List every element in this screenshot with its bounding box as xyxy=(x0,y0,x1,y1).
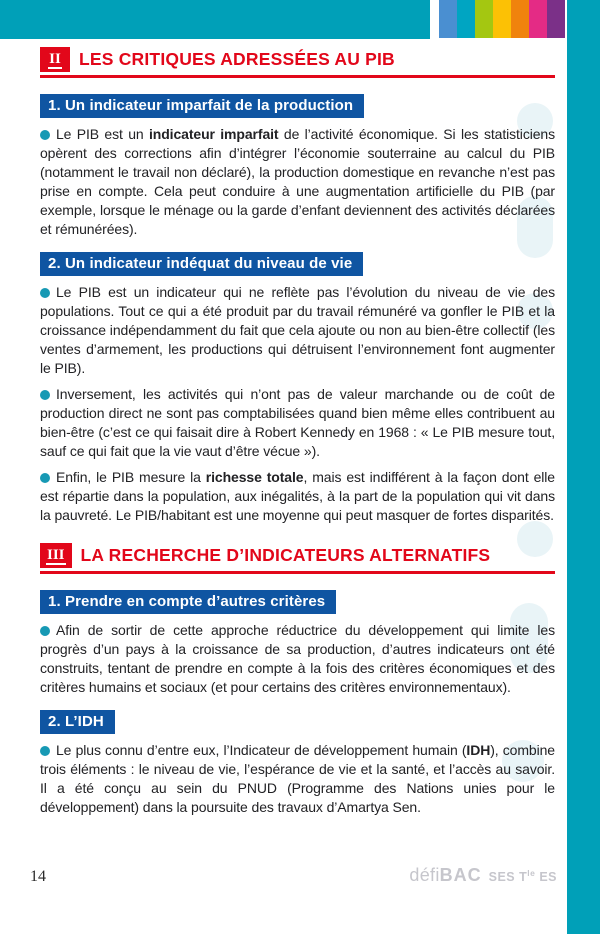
section-title: LA RECHERCHE D’INDICATEURS ALTERNATIFS xyxy=(80,545,491,565)
text-run: , mais est indifférent à la façon dont elle est répartie dans la population, aux inégalités, à la part de la population qui vit dans la pauvreté. Le PIB/habitant est une moyenne qui peut masquer de fortes disparités. xyxy=(40,469,555,523)
section-numeral-badge xyxy=(40,47,70,72)
subheading-1: 1. Prendre en compte d’autres critères xyxy=(40,590,336,614)
brand-bac: BAC xyxy=(439,865,482,885)
text-run: Le PIB est un xyxy=(56,126,149,142)
color-stripe xyxy=(439,0,457,38)
text-run: Enfin, le PIB mesure la xyxy=(56,469,206,485)
color-stripe xyxy=(529,0,547,38)
bold-text: richesse totale xyxy=(205,469,304,485)
text-run: Inversement, les activités qui n’ont pas de valeur marchande ou de coût de production direct ne sont pas comptabilisées quand bien même elles contribuent au bien-être (c’est ce qui faisait dire à Robert Kennedy en 1968 : « Le PIB mesure tout, sauf ce qui fait que la vie vaut d’être vécue »). xyxy=(40,386,555,459)
brand-defi: défi xyxy=(409,865,440,885)
text-run: Afin de sortir de cette approche réductrice du développement qui limite les progrès d’un pays à la croissance de sa production, d’autres indicateurs ont été construits, tentant de prendre en compte à la fois des critères économiques et des critères humains et sociaux (et pour certains des critères environnementaux). xyxy=(40,622,555,695)
page-footer xyxy=(0,865,557,886)
text-run: Le plus connu d’entre eux, l’Indicateur de développement humain ( xyxy=(56,742,467,758)
section-critiques-pib xyxy=(40,47,555,525)
section-numeral: II xyxy=(49,51,61,67)
color-stripe xyxy=(475,0,493,38)
color-stripe xyxy=(511,0,529,38)
section-numeral: III xyxy=(47,547,65,563)
bold-text: indicateur imparfait xyxy=(148,126,279,142)
paragraph xyxy=(40,741,555,817)
section-heading xyxy=(40,47,555,72)
text-run: de l’activité économique. Si les statisticiens opèrent des corrections afin d’intégrer l’économie souterraine au calcul du PIB (notamment le travail non déclaré), la production domestique en revanche n’est pas prise en compte. Cela peut conduire à une augmentation artificielle du PIB (par exemple, lorsque le ménage ou la garde d’enfant deviennent des activités déclarées et rémunérées). xyxy=(40,126,556,237)
color-stripe xyxy=(493,0,511,38)
bold-text: IDH xyxy=(466,742,491,758)
section-numeral-badge xyxy=(40,543,72,568)
brand-series: SES $T^{le}$ ES xyxy=(488,867,557,884)
color-stripe xyxy=(457,0,475,38)
subheading-1: 1. Un indicateur imparfait de la production xyxy=(40,94,364,118)
section-rule xyxy=(40,571,555,574)
top-color-band xyxy=(0,0,565,39)
section-rule xyxy=(40,75,555,78)
section-heading xyxy=(40,543,555,568)
right-edge-bar xyxy=(567,0,600,934)
subheading-2: 2. Un indicateur indéquat du niveau de vie xyxy=(40,252,363,276)
section-indicateurs-alternatifs xyxy=(40,543,555,817)
paragraph xyxy=(40,385,555,461)
paragraph xyxy=(40,468,555,525)
brand-logo xyxy=(409,865,557,886)
text-run: Le PIB est un indicateur qui ne reflète pas l’évolution du niveau de vie des populations. Tout ce qui a été produit par du travail rémunéré va gonfler le PIB et la croissance indépendamment du fait que cela ajoute ou non au bien-être collectif (les ventes d’armement, les productions qui détruisent l’environnement font augmenter le PIB). xyxy=(40,284,555,376)
paragraph xyxy=(40,621,555,697)
color-stripe xyxy=(547,0,565,38)
teal-band xyxy=(0,0,430,39)
paragraph xyxy=(40,283,555,378)
page-number: 14 xyxy=(30,868,46,885)
subheading-2: 2. L’IDH xyxy=(40,710,115,734)
color-stripes xyxy=(439,0,565,38)
page-content xyxy=(40,47,555,835)
paragraph xyxy=(40,125,555,239)
text-run: ), combine trois éléments : le niveau de vie, l’espérance de vie et la santé, et l’accès au savoir. Il a été conçu au sein du PNUD (Programme des Nations unies pour le développement) dans la poursuite des travaux d’Amartya Sen. xyxy=(40,742,555,815)
section-title: LES CRITIQUES ADRESSÉES AU PIB xyxy=(79,49,395,69)
